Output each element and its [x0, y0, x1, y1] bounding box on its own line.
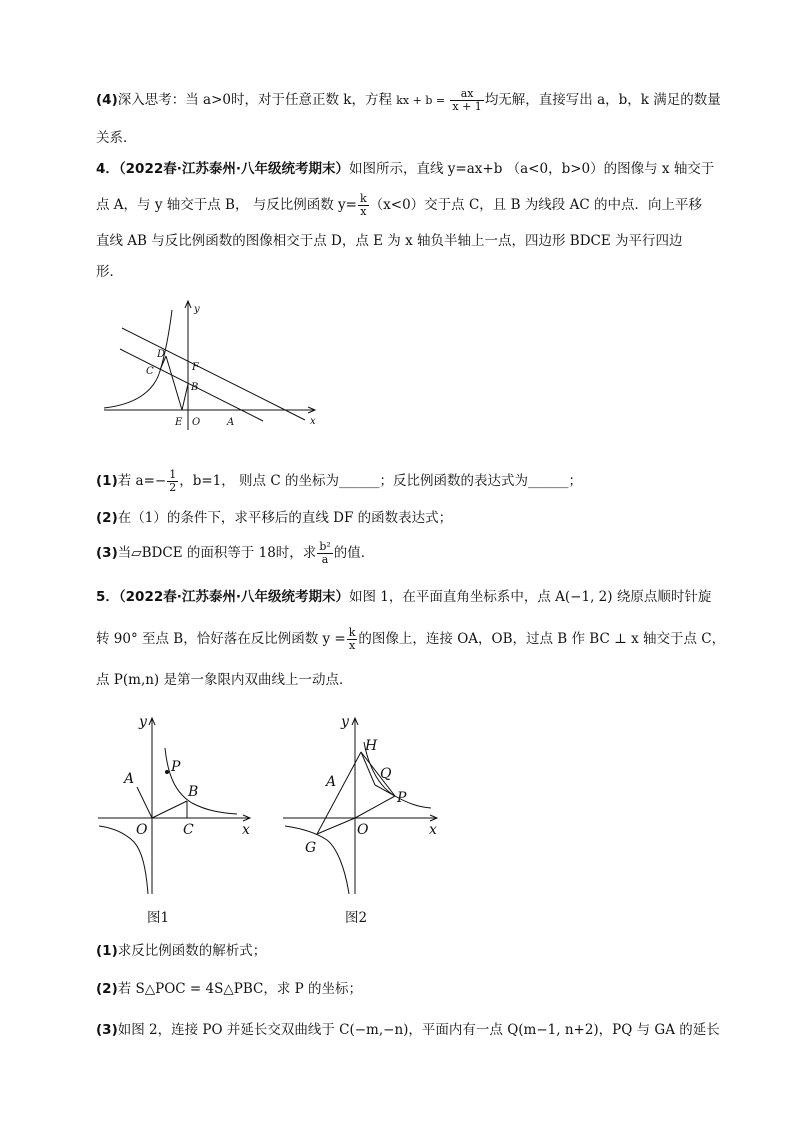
q4-line1 — [96, 159, 714, 179]
label-b: B — [188, 784, 199, 800]
q5-part1 — [96, 941, 266, 961]
fraction — [317, 541, 332, 566]
label-g: G — [305, 840, 317, 856]
q3-part4-line1 — [96, 88, 721, 113]
denominator: 2 — [169, 481, 177, 494]
segment-go — [317, 818, 355, 834]
q3-part4-line2: 关系． — [96, 130, 137, 146]
segment-qp — [375, 785, 395, 796]
q4-part3 — [96, 541, 374, 566]
q5-line1 — [96, 587, 711, 607]
part-label: (2) — [96, 510, 118, 526]
label-a: A — [124, 771, 135, 787]
label-h: H — [365, 738, 378, 754]
label-o: O — [136, 822, 148, 838]
numerator: k — [359, 192, 367, 205]
segment-oa — [137, 787, 152, 818]
denominator: x — [348, 639, 356, 652]
text: ，b=1， 则点 C 的坐标为______；反比例函数的表达式为______； — [179, 473, 582, 489]
text: 的图像上，连接 OA，OB，过点 B 作 BC ⊥ x 轴交于点 C， — [358, 631, 726, 647]
label-c: C — [183, 822, 194, 838]
label-q: Q — [380, 766, 392, 782]
denominator: x — [360, 205, 367, 218]
label-y: y — [194, 304, 200, 315]
q5-line2 — [96, 627, 725, 652]
text: 在（1）的条件下，求平移后的直线 DF 的函数表达式； — [117, 510, 453, 526]
text: 点 A，与 y 轴交于点 B， 与反比例函数 y= — [96, 197, 357, 213]
q5-line3: 点 P(m,n) 是第一象限内双曲线上一动点． — [96, 672, 353, 688]
q5-figure1 — [92, 708, 262, 898]
segment-eb — [182, 384, 188, 410]
part-label: (4) — [96, 92, 118, 108]
label-x: x — [242, 822, 250, 838]
hyperbola-q3 — [285, 826, 349, 894]
label-y: y — [139, 714, 147, 730]
label-o: O — [192, 417, 201, 428]
text: 均无解，直接写出 a，b，k 满足的数量 — [484, 92, 721, 108]
label-p: P — [397, 790, 407, 806]
segment-dc-e — [166, 356, 182, 410]
q5-part3 — [96, 1020, 720, 1040]
equation-left: kx + b = — [396, 94, 446, 107]
part-label: (1) — [96, 473, 118, 489]
q4-line3: 直线 AB 与反比例函数的图像相交于点 D，点 E 为 x 轴负半轴上一点，四边形 BDCE 为平行四边 — [96, 233, 683, 249]
denominator: x + 1 — [452, 100, 482, 113]
q4-part1 — [96, 469, 582, 494]
label-b: B — [191, 382, 199, 393]
text: 深入思考：当 a>0时，对于任意正数 k，方程 — [117, 92, 392, 108]
figure1-caption: 图1 — [147, 910, 170, 926]
q4-part2 — [96, 508, 452, 528]
label-a: A — [227, 417, 235, 428]
q4-line2 — [96, 193, 702, 218]
fraction — [450, 88, 483, 113]
point-p — [165, 770, 169, 774]
text: 若 a=− — [117, 473, 167, 489]
q5-figure2 — [277, 708, 447, 898]
text: 若 S△POC = 4S△PBC，求 P 的坐标； — [117, 981, 362, 997]
numerator: 1 — [169, 468, 177, 481]
segment-op — [355, 796, 395, 818]
numerator: ax — [450, 88, 483, 101]
label-p: P — [171, 759, 181, 775]
text: 求反比例函数的解析式； — [117, 943, 267, 959]
question-source: （2022春·江苏泰州·八年级统考期末） — [118, 589, 349, 605]
part-label: (3) — [96, 1022, 118, 1038]
part-label: (2) — [96, 981, 118, 997]
text: 如图所示，直线 y=ax+b （a<0，b>0）的图像与 x 轴交于 — [349, 161, 715, 177]
figure2-caption: 图2 — [345, 910, 368, 926]
text: （x<0）交于点 C，且 B 为线段 AC 的中点．向上平移 — [369, 197, 702, 213]
numerator: b² — [319, 540, 331, 553]
fraction — [167, 469, 178, 494]
label-d: D — [157, 349, 166, 360]
text: 当▱BDCE 的面积等于 18时，求 — [117, 545, 317, 561]
part-label: (3) — [96, 545, 118, 561]
denominator: a — [321, 553, 329, 566]
label-e: E — [175, 417, 183, 428]
line-gh — [317, 752, 361, 834]
label-x: x — [310, 416, 316, 427]
text: 如图 1，在平面直角坐标系中，点 A(−1, 2) 绕原点顺时针旋 — [349, 589, 712, 605]
q5-part2 — [96, 979, 362, 999]
fraction — [347, 627, 358, 652]
part-label: (1) — [96, 943, 118, 959]
q4-line4: 形． — [96, 264, 123, 280]
label-y: y — [341, 714, 349, 730]
question-source: （2022春·江苏泰州·八年级统考期末） — [118, 161, 349, 177]
numerator: k — [348, 626, 356, 639]
text: 的值． — [333, 545, 375, 561]
question-number: 5． — [96, 589, 119, 605]
label-f: F — [192, 362, 199, 373]
text: 如图 2，连接 PO 并延长交双曲线于 C(−m,−n)，平面内有一点 Q(m−1, n+2)，PQ 与 GA 的延长 — [117, 1022, 720, 1038]
label-a: A — [326, 774, 337, 790]
label-x: x — [429, 822, 437, 838]
segment-ob — [152, 801, 187, 818]
label-c: C — [146, 366, 154, 377]
question-number: 4． — [96, 161, 119, 177]
label-o: O — [357, 822, 369, 838]
fraction — [358, 193, 369, 218]
text: 转 90° 至点 B，恰好落在反比例函数 y = — [96, 631, 346, 647]
q4-figure — [100, 296, 330, 436]
hyperbola-q1 — [165, 748, 237, 814]
